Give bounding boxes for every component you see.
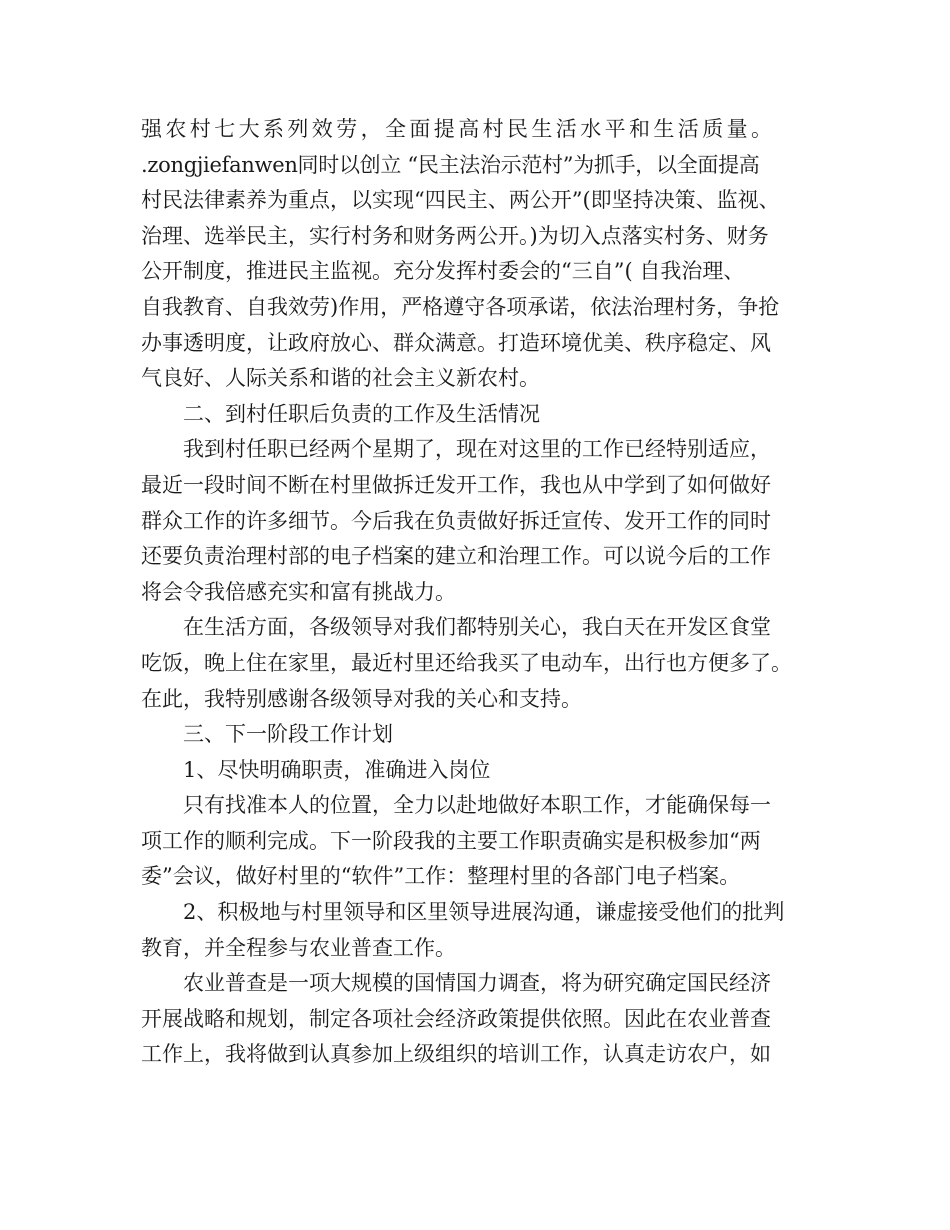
text-line: 教育，并全程参与农业普查工作。 bbox=[141, 935, 456, 960]
text-line: 委”会议，做好村里的“软件”工作：整理村里的各部门电子档案。 bbox=[141, 864, 741, 889]
text-line: 项工作的顺利完成。下一阶段我的主要工作职责确实是积极参加“两 bbox=[141, 828, 761, 853]
text-line: 群众工作的许多细节。今后我在负责做好拆迁宣传、发开工作的同时 bbox=[141, 508, 771, 533]
text-line: 自我教育、自我效劳)作用，严格遵守各项承诺，依法治理村务，争抢 bbox=[141, 294, 780, 319]
text-line: 在生活方面，各级领导对我们都特别关心，我白天在开发区食堂 bbox=[183, 615, 771, 640]
text-line: 开展战略和规划，制定各项社会经济政策提供依照。因此在农业普查 bbox=[141, 1006, 771, 1031]
text-line: 办事透明度，让政府放心、群众满意。打造环境优美、秩序稳定、风 bbox=[141, 330, 771, 355]
document-body bbox=[141, 112, 841, 1073]
text-line: 强农村七大系列效劳，全面提高村民生活水平和生活质量。 bbox=[141, 117, 776, 141]
text-line: 我到村任职已经两个星期了，现在对这里的工作已经特别适应， bbox=[183, 437, 771, 462]
text-line: 还要负责治理村部的电子档案的建立和治理工作。可以说今后的工作 bbox=[141, 544, 771, 569]
text-line: 吃饭，晚上住在家里，最近村里还给我买了电动车，出行也方便多了。 bbox=[141, 650, 792, 675]
text-line: 农业普查是一项大规模的国情国力调查，将为研究确定国民经济 bbox=[183, 971, 771, 996]
subsection-heading: 2、积极地与村里领导和区里领导进展沟通，谦虚接受他们的批判 bbox=[183, 900, 785, 925]
text-line: 最近一段时间不断在村里做拆迁发开工作，我也从中学到了如何做好 bbox=[141, 472, 771, 497]
text-line: 治理、选举民主，实行村务和财务两公开。)为切入点落实村务、财务 bbox=[141, 223, 769, 248]
text-line: 村民法律素养为重点，以实现“四民主、两公开”(即坚持决策、监视、 bbox=[141, 188, 780, 213]
section-heading: 三、下一阶段工作计划 bbox=[183, 722, 393, 747]
section-heading: 二、到村任职后负责的工作及生活情况 bbox=[183, 401, 540, 426]
text-line: 公开制度，推进民主监视。充分发挥村委会的“三自”( 自我治理、 bbox=[141, 259, 745, 284]
text-line: 将会令我倍感充实和富有挑战力。 bbox=[141, 579, 456, 604]
text-line: 气良好、人际关系和谐的社会主义新农村。 bbox=[141, 366, 540, 391]
text-line: 只有找准本人的位置，全力以赴地做好本职工作，才能确保每一 bbox=[183, 793, 771, 818]
text-line: 在此，我特别感谢各级领导对我的关心和支持。 bbox=[141, 686, 582, 711]
text-line: 工作上，我将做到认真参加上级组织的培训工作，认真走访农户，如 bbox=[141, 1042, 771, 1067]
subsection-heading: 1、尽快明确职责，准确进入岗位 bbox=[183, 757, 491, 782]
text-line: .zongjiefanwen同时以创立 “民主法治示范村”为抓手，以全面提高 bbox=[141, 152, 760, 177]
